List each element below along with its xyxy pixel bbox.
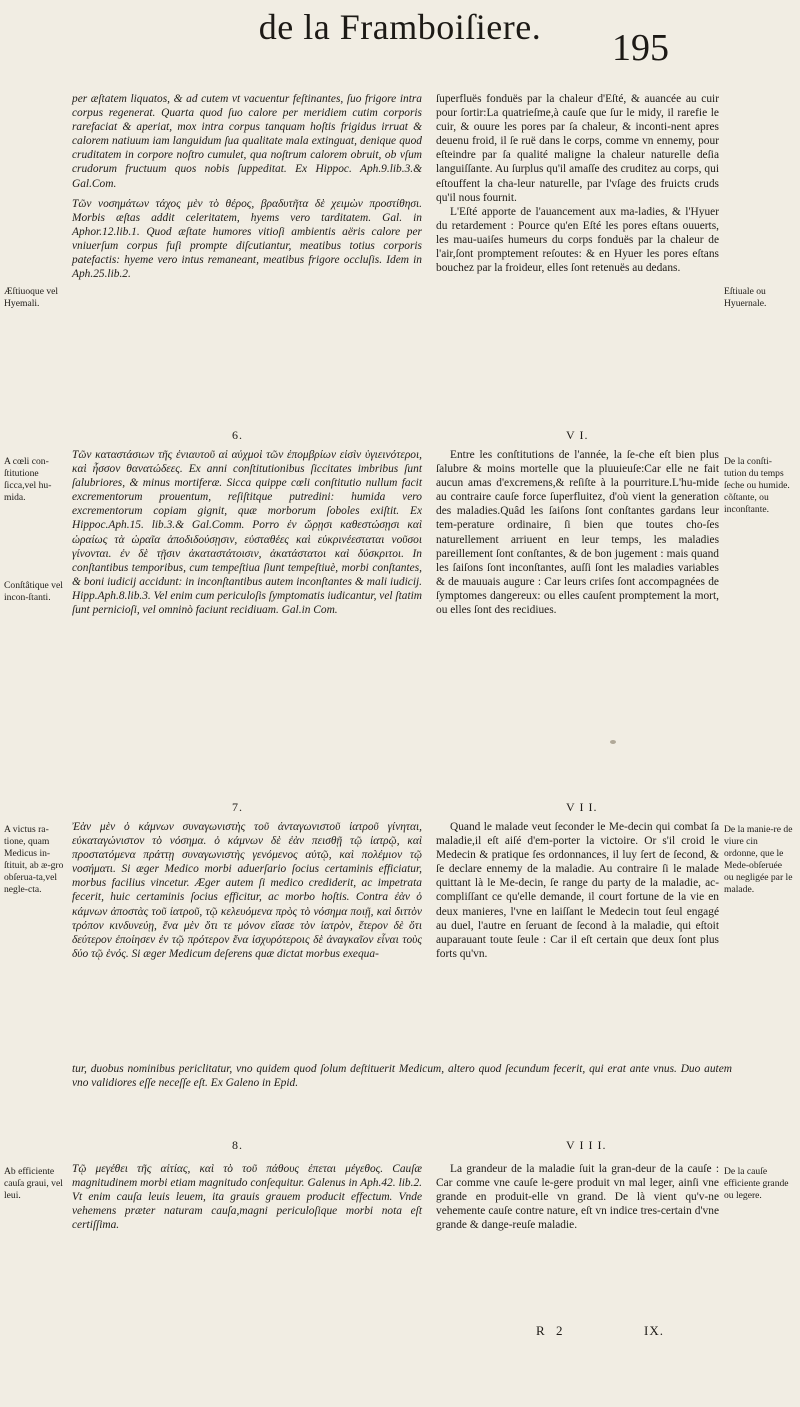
section-number-french: V I I I.	[566, 1138, 607, 1152]
section-number-latin: 8.	[232, 1138, 243, 1152]
margin-note-right: De la manie-re de viure cin ordonne, que le Mede-obſeruée ou negligée par le malade.	[724, 824, 793, 895]
section-7-latin-text: Ἐὰν μὲν ὁ κάμνων συναγωνιστὴς τοῦ ἀνταγωνιστοῦ ἰατροῦ γίνηται, εὐκαταγώνιστον τὸ νόσημα. ὁ κάμνων δὲ ἐὰν πεισθῇ τῷ ἰατρῷ, καὶ προστατόμενα πράττῃ συναγωνιστὴς γενόμενος αὐτῷ, καὶ πολέμιον τῷ νοσήματι. Si æger Medico morbi aduerſario ſocius certaminis efficiatur, morbus facilius vincetur. Æger autem ſi medico crediderit, ac impetrata fecerit, huic certaminis ſocius efficitur, ac morbo hoſtis. Contra ἐὰν ὁ κάμνων ἀποστὰς τοῦ ἰατροῦ, τῷ κελευόμενα πρὸς τὸ νόσημα ποιῇ, καὶ διττὸν τρόπον κινδυνεύῃ, ἕνα μὲν ὅτι τε μόνον εἴασε τὸν ἰατρὸν, ἕτερον δὲ ὅτι δεύτερον ἐποίησεν ἐν τῷ πρότερον ἕνα ἰσχυρότεροις δὲ ἀναγκαῖον εἶναι τοὺς δύο τῷ ἑνός. Si æger Medicum deſerens quæ dictat morbus exequa-	[72, 821, 422, 960]
section-6-latin-column	[72, 448, 422, 617]
section-number-french: V I.	[566, 428, 589, 442]
ink-smudge	[610, 740, 616, 744]
margin-note-right: Eſtiuale ou Hyuernale.	[724, 286, 767, 309]
intro-latin-text: per æſtatem liquatos, & ad cutem vt vacuentur feſtinantes, ſuo frigore intra corpus regenerat. Quarta quod ſuo calore per meridiem cutim corporis rarefaciat & aperiat, mox intra corpus tanquam hoſtis frigidus irruat & calorem natiuum iam languidum ſua qualitate mala extinguat, denique quod cruditatem in corpore noſtro cumulet, qua noſtrum calorem obruit, ob vſum crudorum fructuum quos nobis ſuppeditat. Ex Hippoc. Aph.9.lib.3.& Gal.Com.	[72, 93, 422, 190]
margin-note-left-2: Conſtâtique vel incon-ſtanti.	[4, 580, 63, 603]
section-7-french-column	[436, 820, 719, 961]
intro-latin-text-2: Τῶν νοσημάτων τάχος μὲν τὸ θέρος, βραδυτῆτα δὲ χειμὼν προστίθησι. Morbis æſtas addit celeritatem, hyems vero tarditatem. Gal. in Aphor.12.lib.1. Quod æſtate humores vitioſi ambientis aëris calore per vniuerſum corpus fuſi prompte diſcutiantur, meatibus totius corporis patefactis: hyeme vero intus remaneant, meatibus frigore occluſis. Idem in Aph.25.lib.2.	[72, 197, 422, 281]
page-number: 195	[612, 27, 669, 69]
margin-note-left: Ab efficiente cauſa graui, vel leui.	[4, 1166, 63, 1201]
section-7-french-text: Quand le malade veut ſeconder le Me-decin qui combat ſa maladie,il eſt aiſé d'em-porter la victoire. Or s'il croid le Medecin & pratique ſes ordonnances, il luy ſert de ſecond, & ſe declare ennemy de la maladie. Au contraire ſi le malade quittant là le Me-decin, ſe range du party de la maladie, ac-compliſſant ce qu'elle demande, il court fortune de la vie en deux manieres, l'vne en laiſſant le Medecin tout ſeul engagé au duel, l'autre en ſeruant de ſecond à la maladie, qui eſtoit auparauant toute ſeule : Car il eſt certain que deux ſont plus forts qu'vn.	[436, 821, 719, 960]
section-8-latin-column	[72, 1162, 422, 1232]
section-6-latin-text: Τῶν καταστάσιων τῆς ἐνιαυτοῦ αἱ αὐχμοὶ τῶν ἐπομβρίων εἰσὶν ὑγιεινότεροι, καὶ ἧσσον θανατώδεες. Ex anni conſtitutionibus ſiccitates imbribus ſunt ſalubriores, & minus mortiferæ. Sicca quippe cœli conſtitutio nullum facit excrementorum prouentum, reſiſtitque putredini: humida vero excrementorum copiam gignit, quæ morborum ſoboles exiſtit. Ex Hippoc.Aph.15. lib.3.& Gal.Comm. Porro ἐν ὥρῃσι καθεστώσῃσι καὶ ὡραίως τὰ ὡραῖα ἀποδιδούσῃσιν, εὐσταθέες καὶ εὐκρινέεσταται νοῦσοι γίνονται. ἐν δὲ τῇσιν ἀκαταστάτοισιν, ἀκατάστατοι καὶ δύσκριτοι. In conſtantibus temporibus, cum tempeſtiua ſiunt tempeſtiuè, morbi conſtantes, & boni iudicij accidunt: in inconſtantibus autem inconſtantes & mali iudicij. Hipp.Aph.8.lib.3. Vel enim cum periculoſis ſymptomatis iudicantur, vel ſtatim ſunt pernicioſi, vel omninò faciunt recidiuam. Gal.in Com.	[72, 449, 422, 617]
running-title: de la Framboiſiere.	[258, 7, 542, 47]
section-8-french-text: La grandeur de la maladie ſuit la gran-deur de la cauſe : Car comme vne cauſe le-gere produit vn mal leger, ainſi vne grande en produit-elle vn grand. De là vient qu'v-ne vehemente cauſe contre nature, eſt vn indice tres-certain d'vne grande & dange-reuſe maladie.	[436, 1163, 719, 1232]
section-8-latin-text: Τῷ μεγέθει τῆς αἰτίας, καὶ τὸ τοῦ πάθους ἐπεται μέγεθος. Cauſæ magnitudinem morbi etiam magnitudo conſequitur. Galenus in Aph.42. lib.2. Vt enim cauſa leuis leuem, ita grauis grauem producit effectum. Vnde vehemens præter naturam cauſa,magni periculoſique morbi nota eſt certiſſima.	[72, 1163, 422, 1232]
section-number-french: V I I.	[566, 800, 598, 814]
section-6-french-text: Entre les conſtitutions de l'année, la ſe-che eſt bien plus ſalubre & moins mortelle que la pluuieuſe:Car elle ne fait aucun amas d'excremens,& reſiſte à la pourriture.L'hu-mide au contraire cauſe force ſuperfluitez, d'où vient la generation des maladies.Quâd les ſaiſons ſont conſtantes gardans leur tem-perature ordinaire, ſi bien que toutes cho-ſes naturellement arriuent en leur temps, les maladies pareillement ſont conſtantes, & de bon jugement : mais quand les ſaiſons ſont inconſtantes, auſſi ſont les maladies variables & de mauuais augure : Car leurs criſes ſont accompagnées de ſymptomes dangereux: ou elles cauſent promptement la mort, ou elles ſont des recidiues.	[436, 449, 719, 617]
section-6-french-column	[436, 448, 719, 617]
intro-french-text: ſuperfluës fonduës par la chaleur d'Eſté, & auancée au cuir pour ſortir:La quatrieſme,à cauſe que ſur le midy, il rarefie le cuir, & ouure les pores par ſa chaleur, & inconti-nent apres deuenu froid, il ſe ruë dans le corps, comme vn ennemy, pour eſteindre par ſa qualité maligne la chaleur naturelle deſia languiſſante. Au ſurplus qu'il amaſſe des cruditez au corps, qui eſtouffent la cha-leur naturelle, par l'vſage des fruicts cruds qu'il nous fournit.	[436, 93, 719, 204]
margin-note-left: Æſtiuoque vel Hyemali.	[4, 286, 59, 309]
signature-letter: R	[536, 1323, 546, 1338]
margin-note-left: A victus ra-tione, quam Medicus in-ſtituit, ab æ-gro obſerua-ta,vel negle-cta.	[4, 824, 64, 895]
section-8-french-column	[436, 1162, 719, 1232]
catchword: IX.	[644, 1323, 664, 1338]
margin-note-right: De la conſti-tution du temps ſeche ou humide. cõſtante, ou inconſtante.	[724, 456, 790, 515]
intro-latin-column	[72, 92, 422, 281]
section-7-full-width-text: tur, duobus nominibus periclitatur, vno quidem quod ſolum deſtituerit Medicum, altero quod ſecundum fecerit, qui erat ante vnus. Duo autem vno validiores eſſe neceſſe eſt. Ex Galeno in Epid.	[72, 1063, 732, 1090]
margin-note-left: A cœli con-ſtitutione ſicca,vel hu-mida.	[4, 456, 52, 503]
section-number-latin: 6.	[232, 428, 243, 442]
section-number-latin: 7.	[232, 800, 243, 814]
intro-french-text-2: L'Eſté apporte de l'auancement aux ma-ladies, & l'Hyuer du retardement : Pource qu'en Eſté les pores eſtans ouuerts, les mau-uaiſes humeurs du corps fonduës par la chaleur de l'air,ſont promptement reſoutes: & en Hyuer les pores eſtans bouchez par la froideur, elles ſont retenuës au dedans.	[436, 205, 719, 275]
signature-number: 2	[556, 1323, 564, 1338]
page-header	[0, 6, 800, 92]
intro-french-column	[436, 92, 719, 275]
margin-note-right: De la cauſe efficiente grande ou legere.	[724, 1166, 789, 1201]
section-7-latin-column	[72, 820, 422, 961]
